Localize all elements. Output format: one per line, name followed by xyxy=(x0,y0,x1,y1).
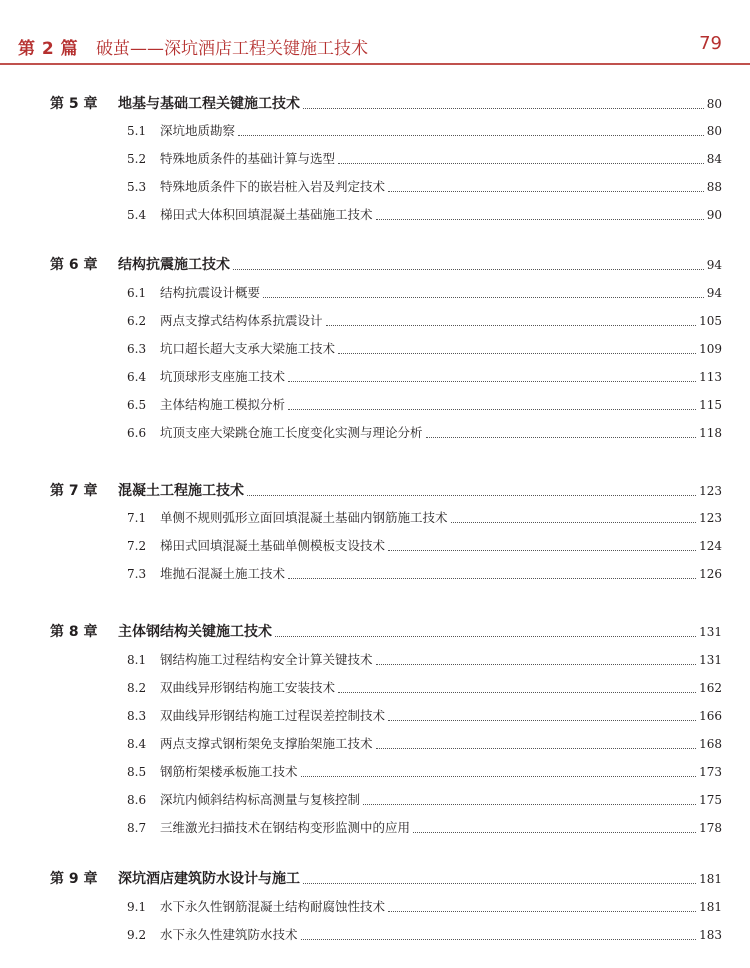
dot-leader xyxy=(338,353,696,354)
toc-entry-title: 双曲线异形钢结构施工过程误差控制技术 xyxy=(160,708,386,723)
dot-leader xyxy=(388,720,696,721)
dot-leader xyxy=(263,297,704,298)
toc-section-entry[interactable] xyxy=(0,897,750,917)
toc-section-entry[interactable] xyxy=(0,339,750,359)
toc-entry-page: 175 xyxy=(699,793,722,807)
dot-leader xyxy=(376,748,696,749)
dot-leader xyxy=(388,191,704,192)
toc-section-entry[interactable] xyxy=(0,395,750,415)
dot-leader xyxy=(247,495,696,496)
toc-entry-title: 水下永久性钢筋混凝土结构耐腐蚀性技术 xyxy=(160,899,386,914)
toc-entry-page: 123 xyxy=(699,511,722,525)
toc-entry-title: 地基与基础工程关键施工技术 xyxy=(118,96,300,112)
toc-section-entry[interactable] xyxy=(0,311,750,331)
toc-entry-number: 8.1 xyxy=(127,653,147,667)
toc-entry-title: 结构抗震施工技术 xyxy=(118,257,230,273)
toc-entry-page: 181 xyxy=(699,900,722,914)
toc-entry-title: 深坑酒店建筑防水设计与施工 xyxy=(118,871,300,887)
toc-entry-title: 两点支撑式钢桁架免支撑胎架施工技术 xyxy=(160,736,373,751)
toc-entry-page: 126 xyxy=(699,567,722,581)
toc-entry-number: 8.2 xyxy=(127,681,147,695)
toc-entry-number: 8.4 xyxy=(127,737,147,751)
toc-entry-number: 6.4 xyxy=(127,370,147,384)
toc-entry-title: 坑顶球形支座施工技术 xyxy=(160,369,286,384)
toc-entry-page: 84 xyxy=(706,152,722,166)
toc-section-entry[interactable] xyxy=(0,734,750,754)
toc-entry-page: 80 xyxy=(706,124,722,138)
dot-leader xyxy=(275,636,696,637)
toc-entry-number: 7.2 xyxy=(127,539,147,553)
toc-entry-page: 115 xyxy=(699,398,722,412)
toc-section-entry[interactable] xyxy=(0,706,750,726)
dot-leader xyxy=(376,664,696,665)
dot-leader xyxy=(413,832,696,833)
toc-section-entry[interactable] xyxy=(0,367,750,387)
toc-entry-number: 6.2 xyxy=(127,314,147,328)
toc-entry-page: 109 xyxy=(699,342,722,356)
toc-entry-number: 6.3 xyxy=(127,342,147,356)
toc-section-entry[interactable] xyxy=(0,564,750,584)
toc-entry-number: 7.3 xyxy=(127,567,147,581)
dot-leader xyxy=(388,911,696,912)
toc-section-entry[interactable] xyxy=(0,818,750,838)
toc-entry-page: 123 xyxy=(699,484,722,498)
toc-entry-title: 特殊地质条件下的嵌岩桩入岩及判定技术 xyxy=(160,179,386,194)
toc-section-entry[interactable] xyxy=(0,790,750,810)
toc-entry-number: 8.3 xyxy=(127,709,147,723)
toc-section-entry[interactable] xyxy=(0,508,750,528)
toc-entry-title: 坑口超长超大支承大梁施工技术 xyxy=(160,341,336,356)
toc-entry-number: 6.5 xyxy=(127,398,147,412)
toc-entry-number: 5.2 xyxy=(127,152,147,166)
toc-entry-number: 第 6 章 xyxy=(50,257,98,273)
toc-chapter-entry[interactable] xyxy=(0,622,750,642)
header-rule xyxy=(0,63,750,65)
dot-leader xyxy=(426,437,696,438)
toc-chapter-entry[interactable] xyxy=(0,255,750,275)
toc-entry-number: 第 8 章 xyxy=(50,624,98,640)
toc-entry-page: 113 xyxy=(699,370,722,384)
toc-entry-title: 主体结构施工模拟分析 xyxy=(160,397,286,412)
toc-entry-number: 5.3 xyxy=(127,180,147,194)
dot-leader xyxy=(301,776,696,777)
toc-entry-page: 118 xyxy=(699,426,722,440)
toc-entry-number: 8.7 xyxy=(127,821,147,835)
toc-entry-title: 单侧不规则弧形立面回填混凝土基础内钢筋施工技术 xyxy=(160,510,448,525)
toc-chapter-entry[interactable] xyxy=(0,481,750,501)
toc-entry-number: 8.6 xyxy=(127,793,147,807)
toc-entry-title: 三维激光扫描技术在钢结构变形监测中的应用 xyxy=(160,820,411,835)
toc-entry-page: 173 xyxy=(699,765,722,779)
toc-entry-page: 183 xyxy=(699,928,722,942)
toc-section-entry[interactable] xyxy=(0,205,750,225)
toc-entry-title: 钢结构施工过程结构安全计算关键技术 xyxy=(160,652,373,667)
toc-chapter-entry[interactable] xyxy=(0,94,750,114)
toc-entry-page: 88 xyxy=(706,180,722,194)
toc-section-entry[interactable] xyxy=(0,678,750,698)
toc-entry-title: 钢筋桁架楼承板施工技术 xyxy=(160,764,298,779)
toc-entry-page: 181 xyxy=(699,872,722,886)
toc-section-entry[interactable] xyxy=(0,925,750,945)
toc-entry-title: 双曲线异形钢结构施工安装技术 xyxy=(160,680,336,695)
toc-entry-number: 6.6 xyxy=(127,426,147,440)
toc-entry-page: 80 xyxy=(706,97,722,111)
toc-entry-number: 第 7 章 xyxy=(50,483,98,499)
dot-leader xyxy=(303,108,704,109)
dot-leader xyxy=(288,578,696,579)
toc-entry-number: 7.1 xyxy=(127,511,147,525)
toc-entry-number: 5.1 xyxy=(127,124,147,138)
toc-entry-page: 131 xyxy=(699,653,722,667)
toc-entry-title: 混凝土工程施工技术 xyxy=(118,483,244,499)
toc-section-entry[interactable] xyxy=(0,650,750,670)
toc-entry-page: 90 xyxy=(706,208,722,222)
toc-entry-page: 166 xyxy=(699,709,722,723)
toc-entry-page: 131 xyxy=(699,625,722,639)
toc-entry-title: 深坑地质勘察 xyxy=(160,123,236,138)
toc-entry-number: 第 9 章 xyxy=(50,871,98,887)
page-number: 79 xyxy=(699,33,722,54)
toc-entry-title: 坑顶支座大梁跳仓施工长度变化实测与理论分析 xyxy=(160,425,423,440)
dot-leader xyxy=(363,804,696,805)
page-header xyxy=(0,0,750,64)
dot-leader xyxy=(326,325,696,326)
dot-leader xyxy=(233,269,704,270)
toc-entry-page: 94 xyxy=(706,286,722,300)
toc-entry-title: 梯田式回填混凝土基础单侧模板支设技术 xyxy=(160,538,386,553)
dot-leader xyxy=(288,381,696,382)
dot-leader xyxy=(238,135,704,136)
toc-entry-title: 特殊地质条件的基础计算与选型 xyxy=(160,151,336,166)
dot-leader xyxy=(451,522,696,523)
toc-section-entry[interactable] xyxy=(0,762,750,782)
toc-entry-title: 主体钢结构关键施工技术 xyxy=(118,624,272,640)
toc-entry-number: 9.1 xyxy=(127,900,147,914)
dot-leader xyxy=(338,163,704,164)
dot-leader xyxy=(338,692,696,693)
toc-entry-title: 梯田式大体积回填混凝土基础施工技术 xyxy=(160,207,373,222)
toc-entry-number: 9.2 xyxy=(127,928,147,942)
toc-section-entry[interactable] xyxy=(0,536,750,556)
toc-entry-page: 94 xyxy=(706,258,722,272)
part-title: 破茧——深坑酒店工程关键施工技术 xyxy=(96,39,368,59)
dot-leader xyxy=(301,939,696,940)
dot-leader xyxy=(303,883,696,884)
toc-entry-page: 105 xyxy=(699,314,722,328)
dot-leader xyxy=(288,409,696,410)
toc-entry-page: 162 xyxy=(699,681,722,695)
toc-chapter-entry[interactable] xyxy=(0,869,750,889)
toc-section-entry[interactable] xyxy=(0,283,750,303)
toc-entry-number: 8.5 xyxy=(127,765,147,779)
toc-section-entry[interactable] xyxy=(0,177,750,197)
dot-leader xyxy=(388,550,696,551)
toc-section-entry[interactable] xyxy=(0,423,750,443)
toc-entry-title: 堆抛石混凝土施工技术 xyxy=(160,566,286,581)
toc-entry-page: 124 xyxy=(699,539,722,553)
toc-entry-title: 两点支撑式结构体系抗震设计 xyxy=(160,313,323,328)
toc-entry-title: 水下永久性建筑防水技术 xyxy=(160,927,298,942)
toc-entry-title: 深坑内倾斜结构标高测量与复核控制 xyxy=(160,792,361,807)
toc-entry-number: 6.1 xyxy=(127,286,147,300)
toc-section-entry[interactable] xyxy=(0,121,750,141)
part-label: 第 2 篇 xyxy=(18,39,79,59)
toc-entry-number: 5.4 xyxy=(127,208,147,222)
toc-entry-number: 第 5 章 xyxy=(50,96,98,112)
toc-entry-title: 结构抗震设计概要 xyxy=(160,285,261,300)
toc-section-entry[interactable] xyxy=(0,149,750,169)
toc-entry-page: 178 xyxy=(699,821,722,835)
dot-leader xyxy=(376,219,704,220)
toc-entry-page: 168 xyxy=(699,737,722,751)
